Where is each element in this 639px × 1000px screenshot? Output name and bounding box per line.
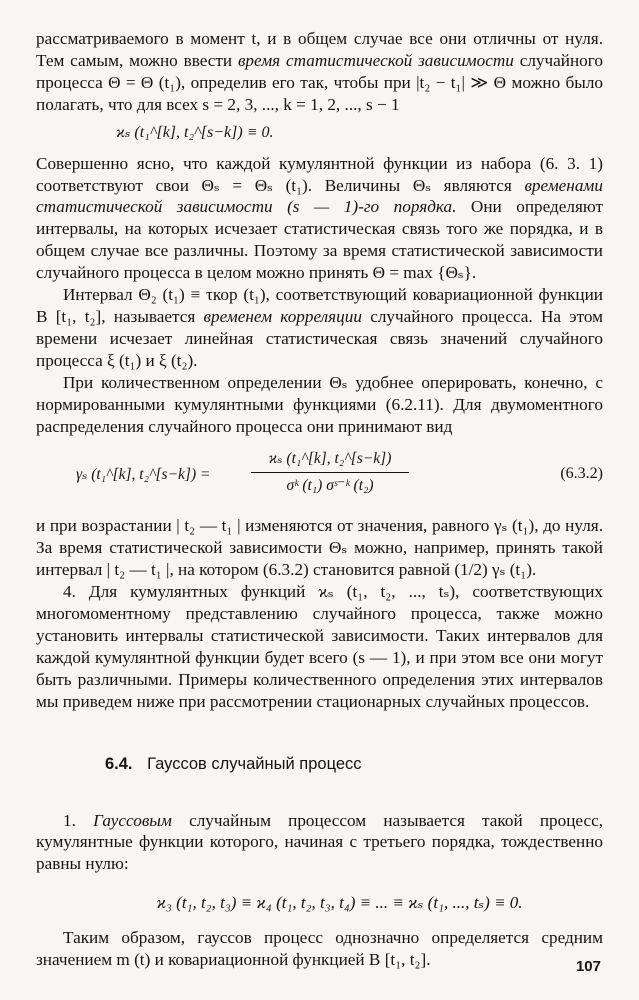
paragraph-3: Интервал Θ₂ (t₁) ≡ τкор (t₁), соответствующий ковариационной функции B [t₁, t₂], называется временем корреляции случайного процесса. На этом времени исчезает линейная статистическая связь значений случайного процесса ξ (t₁) и ξ (t₂). bbox=[36, 285, 604, 370]
equation-fraction bbox=[251, 449, 409, 495]
term-gaussian: Гауссовым bbox=[93, 810, 172, 830]
page-number: 107 bbox=[575, 958, 601, 975]
equation-gaussian-cumulants: ϰ₃ (t₁, t₂, t₃) ≡ ϰ₄ (t₁, t₂, t₃, t₄) ≡ ... ≡ ϰₛ (t₁, ..., tₛ) ≡ 0. bbox=[156, 893, 523, 913]
section-title: Гауссов случайный процесс bbox=[147, 754, 362, 773]
section-heading bbox=[105, 755, 603, 774]
formula-cumulant-zero: ϰₛ (t₁^[k], t₂^[s−k]) ≡ 0. bbox=[116, 123, 274, 141]
paragraph-5: и при возрастании | t₂ — t₁ | изменяются от значения, равного γₛ (t₁), до нуля. За время статистической зависимости Θₛ можно, например, принять такой интервал | t₂ — t₁ |, на котором (6.3.2) становится равной (1/2) γₛ (t₁). bbox=[36, 516, 603, 580]
equation-label: (6.3.2) bbox=[560, 465, 603, 483]
paragraph-4: При количественном определении Θₛ удобнее оперировать, конечно, с нормированными кумулянтными функциями (6.2.11). Для двумоментного распределения случайного процесса они принимают вид bbox=[36, 372, 603, 436]
term-correlation-time: временем корреляции bbox=[203, 306, 362, 326]
paragraph-7: 1. Гауссовым случайным процессом называется такой процесс, кумулянтные функции которого, начиная с третьего порядка, тождественно равны нулю: bbox=[36, 810, 604, 874]
equation-lhs: γₛ (t₁^[k], t₂^[s−k]) = bbox=[76, 466, 211, 484]
equation-numerator: ϰₛ (t₁^[k], t₂^[s−k]) bbox=[251, 449, 409, 473]
equation-denominator: σᵏ (t₁) σˢ⁻ᵏ (t₂) bbox=[286, 477, 374, 495]
paragraph-2: Совершенно ясно, что каждой кумулянтной функции из набора (6. 3. 1) соответствуют свои Θₛ = Θₛ (t₁). Величины Θₛ являются временами статистической зависимости (s — 1)-го порядка. Они определяют интервалы, на которых исчезает статистическая связь того же порядка, и в общем случае все различны. Поэтому за время статистической зависимости случайного процесса в целом можно принять Θ = max {Θₛ}. bbox=[36, 153, 604, 283]
term-dependence-times: временами статистической зависимости (s — 1)-го порядка. bbox=[36, 175, 603, 217]
paragraph-1: рассматриваемого в момент t, и в общем случае все они отличны от нуля. Тем самым, можно ввести время статистической зависимости случайного процесса Θ = Θ (t₁), определив его так, чтобы при |t₂ − t₁| ≫ Θ можно было полагать, что для всех s = 2, 3, ..., k = 1, 2, ..., s − 1 bbox=[36, 29, 603, 114]
section-number: 6.4. bbox=[105, 754, 133, 773]
equation-6-3-2 bbox=[36, 447, 603, 505]
term-dependence-time: время статистической зависимости bbox=[237, 50, 514, 70]
paragraph-8: Таким образом, гауссов процесс однозначно определяется средним значением m (t) и ковариационной функцией B [t₁, t₂]. bbox=[36, 928, 603, 970]
paragraph-6: 4. Для кумулянтных функций ϰₛ (t₁, t₂, ..., tₛ), соответствующих многомоментному представлению случайного процесса, также можно установить интервалы статистической зависимости. Таких интервалов для каждой кумулянтной функции будет всего (s — 1), и при этом все они могут быть различными. Примеры количественного определения этих интервалов мы приведем ниже при рассмотрении стационарных случайных процессов. bbox=[36, 582, 603, 711]
